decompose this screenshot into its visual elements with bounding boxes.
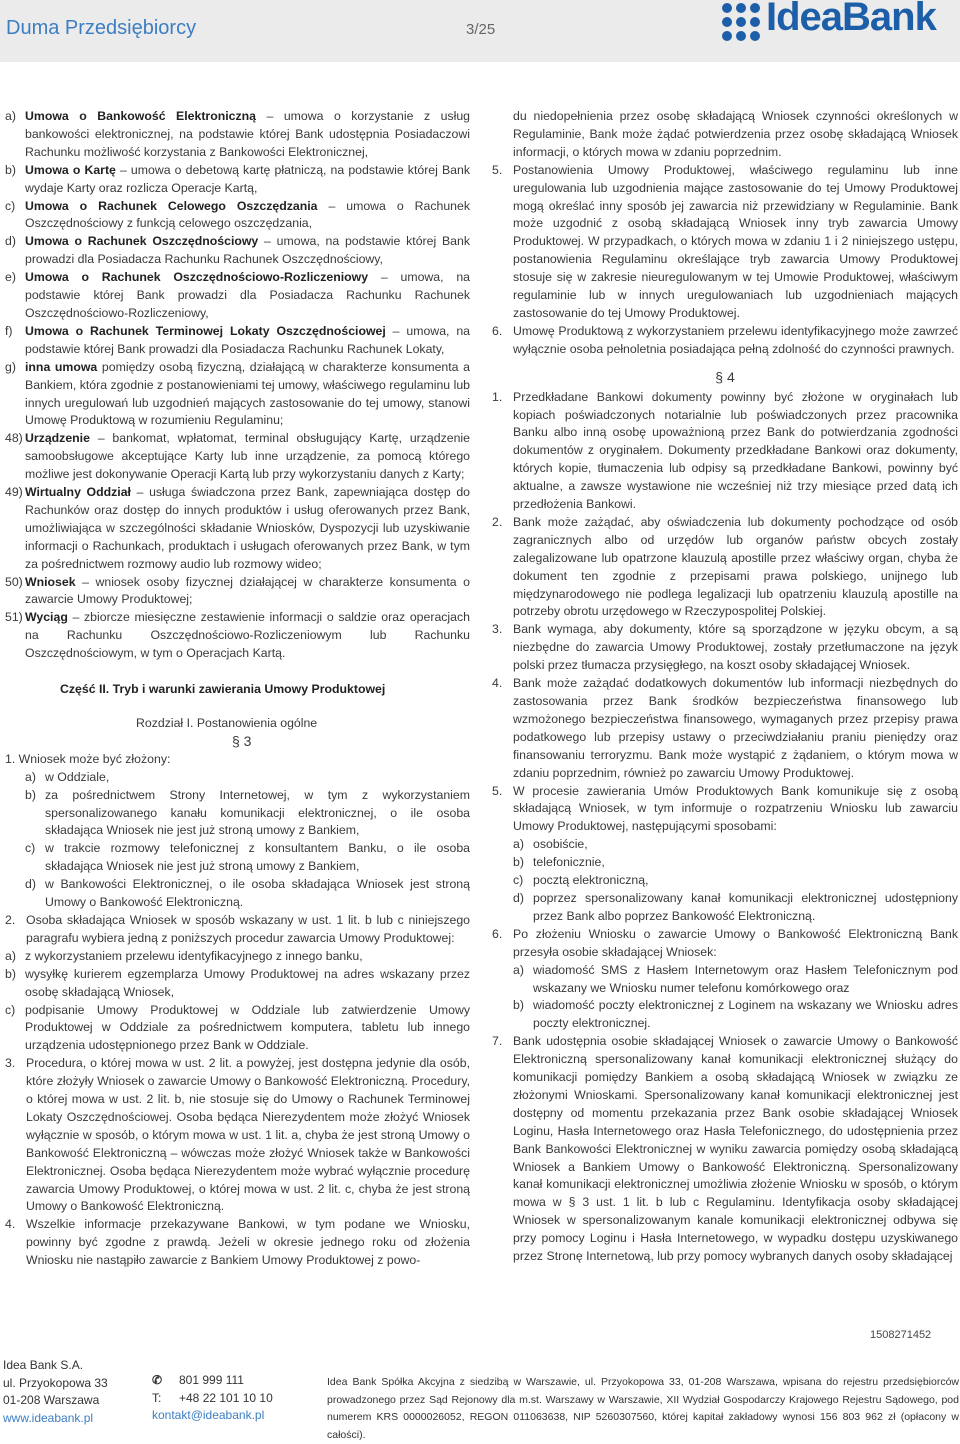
section-mark: § 3	[232, 732, 252, 749]
phone-icon: ✆	[152, 1373, 163, 1387]
definition-item: e) Umowa o Rachunek Oszczędnościowo-Rozliczeniowy – umowa, na podstawie której Bank prowadzi dla Posiadacza Rachunku Rachunek Oszczędnościowo-Rozliczeniowy,	[5, 270, 471, 320]
list-item: c) podpisanie Umowy Produktowej w Oddziale lub zatwierdzenie Umowy Produktowej w Oddziale za pośrednictwem komputera, tabletu lub innego urządzenia udostępnionego przez Bank w Oddziale.	[5, 1002, 470, 1053]
footer-address	[3, 1357, 108, 1427]
section4-item-4: 4. Bank może zażądać dodatkowych dokumentów lub informacji niezbędnych do zastosowania przez Bank środków bezpieczeństwa finansowego lub wzmożonego bezpieczeństwa finansowego, wymaganych przez przepisy prawa podatkowego lub przepisy ustawy o przeciwdziałaniu praniu pieniędzy oraz finansowaniu terroryzmu. Bank może wystąpić z żądaniem, o którym mowa w zdaniu poprzednim, również po zawarciu Umowy Produktowej.	[492, 676, 958, 780]
section4-item-7: 7. Bank udostępnia osobie składającej Wniosek o zawarcie Umowy o Bankowość Elektroniczną spersonalizowany kanał komunikacji elektronicznej służący do komunikacji pomiędzy Bankiem a osobą składającą Wniosek w związku ze złożonymi Wnioskami. Spersonalizowany kanał komunikacji elektronicznej jest dostępny od momentu przekazania przez Bank osobie składającej Wniosek Loginu, Hasła Internetowego oraz Hasła Telefonicznego, do udostępnienia przez Bank Bankowości Elektronicznej w wyniku zawarcia pomiędzy osobą składającą Wniosek a Bankiem Umowy o Bankowość Elektroniczną. Spersonalizowany kanał komunikacji elektronicznej umożliwia złożenie Wniosku w sposób, o którym mowa w § 3 ust. 1 lit. b lub c Regulaminu. Identyfikacja osoby składającej Wniosek w spersonalizowanym kanale komunikacji elektronicznej odbywa się przy pomocy Loginu i Hasła Internetowego, w wypadku dostępu uzyskiwanego przez Stronę Internetową, lub przy pomocy wybranych danych osoby składającej	[492, 1034, 958, 1264]
chapter-title: Rozdział I. Postanowienia ogólne	[136, 716, 318, 730]
paragraph-6: 6. Umowę Produktową z wykorzystaniem przelewu identyfikacyjnego może zawrzeć wyłącznie osoba pełnoletnia posiadająca pełną zdolność do czynności prawnych.	[492, 323, 958, 356]
section4-item-3: 3. Bank wymaga, aby dokumenty, które są sporządzone w języku obcym, a są niezbędne do zawarcia Umowy Produktowej, zostały przetłumaczone na język polski przez tłumacza przysięgłego, na koszt osoby składającej Wniosek.	[492, 622, 958, 673]
footer-city: 01-208 Warszawa	[3, 1393, 100, 1407]
footer-tel: +48 22 101 10 10	[179, 1390, 273, 1405]
list-item: c) pocztą elektroniczną,	[513, 873, 649, 888]
list-item: a) z wykorzystaniem przelewu identyfikacyjnego z innego banku,	[5, 948, 363, 963]
definition-item: c) Umowa o Rachunek Celowego Oszczędzania – umowa o Rachunek Oszczędnościowy z funkcją celowego oszczędzania,	[5, 198, 470, 231]
idea-bank-logo	[722, 1, 958, 41]
part-title: Część II. Tryb i warunki zawierania Umowy Produktowej	[60, 682, 386, 697]
list-item: d) w Bankowości Elektronicznej, o ile osoba składająca Wniosek jest stroną Umowy o Bankowość Elektroniczną.	[25, 877, 470, 910]
list-item: a) w Oddziale,	[25, 769, 110, 784]
footer-legal: Idea Bank Spółka Akcyjna z siedzibą w Warszawie, ul. Przyokopowa 33, 01-208 Warszawa, wpisana do rejestru przedsiębiorców prowadzonego przez Sąd Rejonowy dla m.st. Warszawy w Warszawie, XII Wydział Gospodarczy Krajowego Rejestru Sądowego, pod numerem KRS 0000026052, REGON 011063638, NIP 5260307560, której kapitał zakładowy wynosi 156 803 962 zł (opłacony w całości).	[327, 1376, 959, 1441]
numbered-definition: 50) Wniosek – wniosek osoby fizycznej działającej w charakterze konsumenta o zawarcie Umowy Produktowej;	[5, 574, 470, 607]
paragraph-2: 2. Osoba składająca Wniosek w sposób wskazany w ust. 1 lit. b lub c niniejszego paragrafu wybiera jedną z poniższych procedur zawarcia Umowy Produktowej:	[5, 912, 470, 945]
footer-street: ul. Przyokopowa 33	[3, 1375, 108, 1390]
section4-item-2: 2. Bank może zażądać, aby oświadczenia lub dokumenty pochodzące od osób zagranicznych albo od urzędów lub organów państw obcych zostały zalegalizowane lub opatrzone klauzulą apostille przez właściwy organ, chyba że dokument ten zgodnie z przepisami prawa polskiego, unijnego lub międzynarodowego nie podlega legalizacji lub opatrzeniu klauzulą apostille na potrzeby obrotu urzędowego w Rzeczypospolitej Polskiej.	[492, 514, 958, 619]
numbered-definition: 51) Wyciąg – zbiorcze miesięczne zestawienie informacji o saldzie oraz operacjach na Rachunku Oszczędnościowo-Rozliczeniowym lub Rachunku Oszczędnościowym, w tym o Operacjach Kartą.	[5, 610, 470, 661]
definition-item: a) Umowa o Bankowość Elektroniczną – umowa o korzystanie z usług bankowości elektronicznej, na podstawie której Bank udostępnia Posiadaczowi Rachunku możliwość korzystania z Bankowości Elektronicznej,	[5, 109, 470, 159]
footer-company: Idea Bank S.A.	[3, 1358, 84, 1372]
page-number: 3/25	[466, 21, 496, 38]
footer-email-link[interactable]: kontakt@ideabank.pl	[152, 1408, 265, 1422]
continued-text: du niedopełnienia przez osobę składającą Wniosek czynności określonych w Regulaminie, Bank może żądać potwierdzenia przez osobę składającą Wniosek informacji, o których mowa w zdaniu poprzednim.	[513, 109, 958, 159]
list-item: d) poprzez spersonalizowany kanał komunikacji elektronicznej udostępniony przez Bank albo poprzez Bankowość Elektroniczną.	[513, 890, 958, 923]
section4-item-1: 1. Przedkładane Bankowi dokumenty powinny być złożone w oryginałach lub kopiach poświadczonych notarialnie lub poświadczonych przez pracownika Banku albo inną osobę upoważnioną przez Bank do potwierdzania zgodności dokumentów z oryginałem. Dokumenty przedkładane Bankowi oraz dokumenty, których kopie, tłumaczenia lub odpisy są przedkładane Bankowi, powinny być aktualne, a zawsze wystawione nie wcześniej niż trzy miesiące przed datą ich przedłożenia Bankowi.	[492, 389, 958, 512]
footer-website-link[interactable]: www.ideabank.pl	[3, 1410, 94, 1425]
numbered-definition: 49) Wirtualny Oddział – usługa świadczona przez Bank, zapewniająca dostęp do Rachunków oraz dostęp do innych produktów i usług oferowanych przez Bank, umożliwiająca w szczególności składanie Wniosków, Dyspozycji lub uzyskiwanie informacji o Rachunkach, produktach i usługach oferowanych przez Bank, w tym za pośrednictwem rozmowy audio lub rozmowy wideo;	[5, 485, 470, 571]
tel-label: T:	[152, 1390, 162, 1405]
paragraph-4: 4. Wszelkie informacje przekazywane Bankowi, w tym podane we Wniosku, powinny być zgodne z prawdą. Jeżeli w okresie jednego roku od złożenia Wniosku nie nastąpiło zawarcie z Bankiem Umowy Produktowej z powo-	[5, 1217, 470, 1268]
footer-contact	[152, 1372, 273, 1425]
numbered-definition: 48) Urządzenie – bankomat, wpłatomat, terminal obsługujący Kartę, urządzenie samoobsługowe akceptujące Karty lub inne urządzenie, za pomocą którego możliwe jest dokonywanie Operacji Kartą lub przy wykorzystaniu danych z Karty;	[5, 431, 470, 482]
definition-item: g) inna umowa pomiędzy osobą fizyczną, działającą w charakterze konsumenta a Bankiem, która zgodnie z postanowieniami tej umowy, właściwego regulaminu lub innych uregulowań lub uzgodnień mających zastosowanie do tej umowy, stanowi Umowę Produktową w rozumieniu Regulaminu;	[5, 359, 470, 428]
logo-dots-icon	[722, 3, 762, 43]
section4-item-5: 5. W procesie zawierania Umów Produktowych Bank komunikuje się z osobą składającą Wniosek, w tym informuje o rozpatrzeniu Wniosku lub zawarciu Umowy Produktowej, następującymi sposobami:	[492, 783, 958, 834]
logo-wordmark: IdeaBank	[766, 0, 936, 39]
right-column	[492, 108, 958, 1266]
document-title: Duma Przedsiębiorcy	[6, 17, 197, 39]
list-item: a) osobiście,	[513, 837, 588, 852]
list-item: c) w trakcie rozmowy telefonicznej z konsultantem Banku, o ile osoba składająca Wniosek nie jest już stroną umowy z Bankiem,	[25, 841, 470, 874]
section4-item-6: 6. Po złożeniu Wniosku o zawarcie Umowy o Bankowość Elektroniczną Bank przesyła osobie składającej Wniosek:	[492, 926, 958, 959]
definition-item: f) Umowa o Rachunek Terminowej Lokaty Oszczędnościowej – umowa, na podstawie której Bank prowadzi dla Posiadacza Rachunku Rachunek Lokaty,	[5, 323, 471, 356]
definition-item: d) Umowa o Rachunek Oszczędnościowy – umowa, na podstawie której Bank prowadzi dla Posiadacza Rachunku Rachunek Oszczędnościowy,	[5, 234, 471, 267]
list-item: a) wiadomość SMS z Hasłem Internetowym oraz Hasłem Telefonicznym pod wskazany we Wniosku numer telefonu komórkowego oraz	[513, 962, 958, 995]
section-mark-4: § 4	[715, 368, 735, 385]
document-id: 1508271452	[870, 1329, 932, 1341]
paragraph-1: 1. Wniosek może być złożony:	[5, 751, 171, 766]
list-item: b) telefonicznie,	[513, 855, 605, 870]
list-item: b) wysyłkę kurierem egzemplarza Umowy Produktowej na adres wskazany przez osobę składającą Wniosek,	[5, 966, 470, 999]
list-item: b) za pośrednictwem Strony Internetowej, w tym z wykorzystaniem spersonalizowanego kanału komunikacji elektronicznej, o ile osoba składająca Wniosek nie jest już stroną umowy z Bankiem,	[25, 787, 470, 838]
paragraph-3: 3. Procedura, o której mowa w ust. 2 lit. a powyżej, jest dostępna jedynie dla osób, które złożyły Wniosek o zawarcie Umowy o Bankowość Elektroniczną. Procedury, o której mowa w ust. 2 lit. b, nie stosuje się do Umowy o Rachunek Terminowej Lokaty Oszczędnościowej. Osoba będąca Nierezydentem może złożyć Wniosek wyłącznie w sposób, o którym mowa w ust. 1 lit. a, chyba że jest stroną Umowy o Bankowość Elektroniczną – wówczas może złożyć Wniosek także w Bankowości Elektronicznej. Osoba będąca Nierezydentem może wybrać wyłącznie procedurę zawarcia Umowy Produktowej, o której mowa w ust. 2 lit. c, chyba że jest stroną Umowy o Bankowość Elektroniczną.	[5, 1056, 470, 1214]
left-column	[5, 108, 470, 1270]
list-item: b) wiadomość poczty elektronicznej z Loginem na wskazany we Wniosku adres poczty elektronicznej.	[513, 998, 958, 1031]
paragraph-5: 5. Postanowienia Umowy Produktowej, właściwego regulaminu lub inne uregulowania lub uzgodnienia mające zastosowanie do tej Umowy Produktowej mogą określać inny sposób jej zawarcia niż przewidziany w Regulaminie. Bank może uzgodnić z osobą składającą Wniosek inny tryb zawarcia Umowy Produktowej. W przypadkach, o których mowa w zdaniu 1 i 2 niniejszego ustępu, postanowienia Regulaminu określające tryb zawarcia Umowy Produktowej stosuje się w zakresie nieuregulowanym w tej Umowie Produktowej, właściwym regulaminie lub w innych uregulowaniach lub uzgodnieniach mających zastosowanie do tej Umowy Produktowej.	[492, 162, 958, 320]
definition-item: b) Umowa o Kartę – umowa o debetową kartę płatniczą, na podstawie której Bank wydaje Karty oraz rozlicza Operacje Kartą,	[5, 162, 471, 195]
footer-phone: 801 999 111	[179, 1373, 244, 1387]
